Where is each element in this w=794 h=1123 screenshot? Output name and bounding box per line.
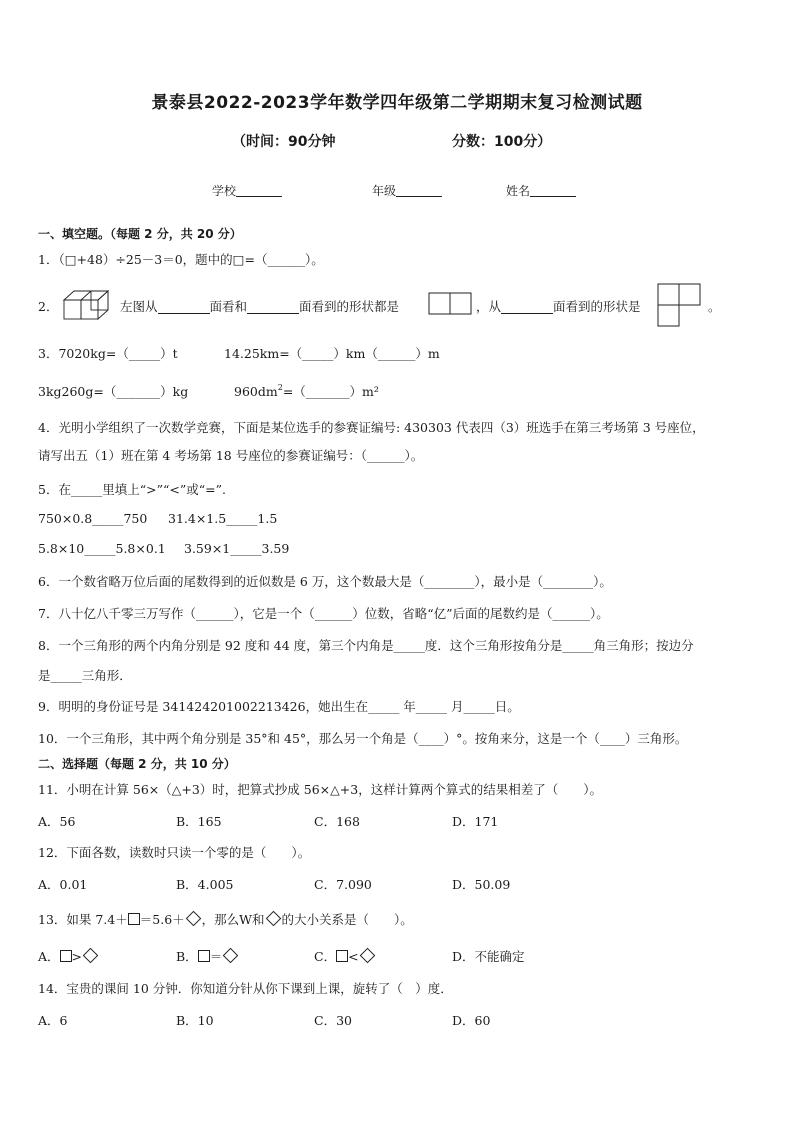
- square-icon: [336, 950, 348, 962]
- section-choice-title: 二、选择题（每题 2 分，共 10 分）: [38, 757, 236, 771]
- q14-option-d[interactable]: D．60: [452, 1013, 491, 1028]
- q12-option-d[interactable]: D．50.09: [452, 877, 511, 892]
- q3-area-rest: =（_______）m²: [282, 384, 379, 399]
- question-2-part-a: 左图从: [120, 299, 158, 314]
- question-3-part-2: 14.25km=（_____）km（______）m: [224, 346, 440, 361]
- diamond-icon: [265, 911, 281, 927]
- question-2-text: [120, 297, 399, 315]
- q13-option-d[interactable]: D．不能确定: [452, 949, 525, 964]
- question-8-line-2: 是_____三角形．: [38, 668, 132, 683]
- question-5-item-3: 5.8×10_____5.8×0.1: [38, 541, 166, 556]
- q13-b-sign: ＝: [209, 949, 223, 964]
- q13-a-sign: >: [71, 949, 83, 964]
- q13-c-sign: <: [348, 949, 359, 964]
- question-5-stem: 5．在_____里填上“>”“<”或“=”.: [38, 482, 226, 497]
- q14-option-a[interactable]: A．6: [38, 1013, 68, 1028]
- question-2-part-c: 面看到的形状都是: [299, 299, 400, 314]
- q11-option-d[interactable]: D．171: [452, 814, 499, 829]
- question-6: 6．一个数省略万位后面的尾数得到的近似数是 6 万，这个数最大是（________），最小是（________）。: [38, 574, 612, 589]
- diamond-icon: [359, 948, 375, 964]
- question-11: 11．小明在计算 56×（△+3）时，把算式抄成 56×△+3，这样计算两个算式的结果相差了（ ）。: [38, 782, 602, 797]
- q11-option-b[interactable]: B．165: [176, 814, 222, 829]
- page-title: 景泰县2022-2023学年数学四年级第二学期期末复习检测试题: [151, 93, 643, 113]
- q11-option-a[interactable]: A．56: [38, 814, 76, 829]
- question-4-line-2: 请写出五（1）班在第 4 考场第 18 号座位的参赛证编号：（______）。: [38, 448, 424, 463]
- grade-field: [372, 182, 442, 199]
- q13-part-4: 的大小关系是（ ）。: [281, 912, 413, 927]
- cube-figure-icon: [62, 288, 118, 322]
- square-icon: [60, 950, 72, 962]
- question-2-part-e: 面看到的形状是: [553, 299, 641, 314]
- q13-part-3: ，那么W和: [201, 912, 265, 927]
- q13-option-b[interactable]: [176, 947, 239, 965]
- q11-option-c[interactable]: C．168: [314, 814, 360, 829]
- exam-score: 分数：100分）: [452, 134, 552, 150]
- q12-option-a[interactable]: A．0.01: [38, 877, 88, 892]
- question-9: 9．明明的身份证号是 341424201002213426，她出生在_____ 年_____ 月_____日。: [38, 699, 520, 714]
- q13-option-c[interactable]: [314, 947, 376, 965]
- q12-option-c[interactable]: C．7.090: [314, 877, 372, 892]
- q14-option-b[interactable]: B．10: [176, 1013, 214, 1028]
- q13-part-1: 13．如果 7.4＋: [38, 912, 128, 927]
- school-label: 学校: [212, 184, 237, 198]
- q13-part-2: ＝5.6＋: [139, 912, 185, 927]
- two-square-shape-icon: [428, 292, 474, 316]
- name-field: [506, 182, 576, 199]
- q13-option-a[interactable]: [38, 947, 99, 965]
- q2-blank-1[interactable]: [158, 301, 210, 314]
- q3-area-value: 960dm: [234, 384, 278, 399]
- diamond-icon: [83, 948, 99, 964]
- question-7: 7．八十亿八千零三万写作（______），它是一个（______）位数，省略“亿”后面的尾数约是（______）。: [38, 606, 609, 621]
- q2-blank-3[interactable]: [501, 301, 553, 314]
- school-blank[interactable]: [236, 184, 282, 197]
- exam-time: （时间：90分钟: [232, 134, 336, 150]
- question-2-number: 2．: [38, 299, 59, 314]
- question-2-part-d: ，从: [476, 299, 502, 314]
- q3-area-sup: 2: [277, 383, 283, 392]
- diamond-icon: [185, 911, 201, 927]
- section-fill-blank-title: 一、填空题。（每题 2 分，共 20 分）: [38, 227, 242, 241]
- question-8-line-1: 8．一个三角形的两个内角分别是 92 度和 44 度，第三个内角是_____度．这个三角形按角分是_____角三角形；按边分: [38, 638, 694, 653]
- question-3-part-3: 3kg260g=（_______）kg: [38, 384, 189, 399]
- q14-option-c[interactable]: C．30: [314, 1013, 352, 1028]
- question-3-part-4: [234, 382, 379, 400]
- q12-option-b[interactable]: B．4.005: [176, 877, 234, 892]
- question-2-end: 。: [708, 299, 721, 314]
- name-blank[interactable]: [530, 184, 576, 197]
- question-1: 1．（□+48）÷25－3＝0，题中的□=（______）。: [38, 252, 324, 267]
- question-12: 12．下面各数，读数时只读一个零的是（ ）。: [38, 845, 311, 860]
- q13-a-label: A．: [38, 949, 60, 964]
- question-13: [38, 910, 413, 928]
- question-2-part-b: 面看和: [209, 299, 248, 314]
- question-5-item-2: 31.4×1.5_____1.5: [168, 511, 278, 526]
- q2-blank-2[interactable]: [247, 301, 299, 314]
- grade-label: 年级: [372, 184, 397, 198]
- name-label: 姓名: [506, 184, 531, 198]
- question-2-text-b: [476, 297, 641, 315]
- question-14: 14．宝贵的课间 10 分钟．你知道分针从你下课到上课，旋转了（ ）度．: [38, 981, 453, 996]
- question-4-line-1: 4．光明小学组织了一次数学竞赛，下面是某位选手的参赛证编号: 430303 代表四（3）班选手在第三考场第 3 号座位，: [38, 420, 705, 435]
- question-5-item-4: 3.59×1_____3.59: [184, 541, 290, 556]
- question-3-part-1: 3．7020kg=（_____）t: [38, 346, 178, 361]
- square-icon: [198, 950, 210, 962]
- question-10: 10．一个三角形，其中两个角分别是 35°和 45°，那么另一个角是（____）°。按角来分，这是一个（____）三角形。: [38, 731, 688, 746]
- grade-blank[interactable]: [396, 184, 442, 197]
- l-shape-icon: [656, 283, 704, 327]
- question-5-item-1: 750×0.8_____750: [38, 511, 148, 526]
- q13-c-label: C．: [314, 949, 337, 964]
- q13-b-label: B．: [176, 949, 198, 964]
- school-field: [212, 182, 282, 199]
- diamond-icon: [223, 948, 239, 964]
- square-icon: [128, 913, 140, 925]
